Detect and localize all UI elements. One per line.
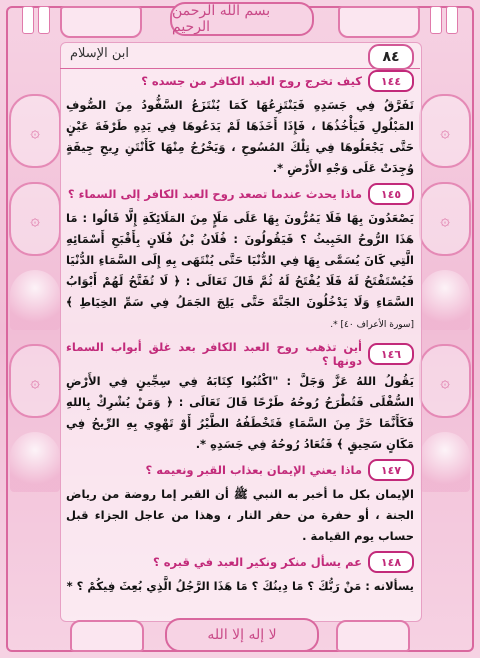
answer-text: تَفَرَّقُ فِي جَسَدِهِ فَيَنْتَزِعُهَا كَمَا يُنْتَزَعُ السَّفُّودُ مِنَ الصُّوفِ المَبْلُولِ فَيَأْخُذُهَا ، فَإِذَا أَخَذَهَا لَمْ يَدَعُوهَا فِي يَدِهِ طَرْفَةَ عَيْنٍ حَتَّى يَجْعَلُوهَا فِي تِلْكَ المُسُوحِ ، وَيَخْرُجُ مِنْهَا كَأَنْتَنِ رِيحِ جِيفَةٍ وُجِدَتْ عَلَى وَجْهِ الأَرْضِ *. [66,98,414,175]
mosque-dome-icon [10,270,60,330]
answer-text: يسألانه : مَنْ رَبُّكَ ؟ مَا دِينُكَ ؟ مَا هَذَا الرَّجُلُ الَّذِي بُعِثَ فِيكُمْ ؟ * [66,579,414,593]
question [66,183,414,205]
shahada-cartouche: لا إله إلا الله [165,618,319,652]
question-text: عم يسأل منكر ونكير العبد في قبره ؟ [153,555,362,569]
qa-item [66,183,414,336]
page-header [60,42,420,68]
question-text: أين تذهب روح العبد الكافر بعد غلق أبواب السماء دونها ؟ [66,340,362,368]
question-number: ١٤٦ [368,343,414,365]
question-text: كيف تخرج روح العبد الكافر من جسده ؟ [141,74,362,88]
question [66,459,414,481]
open-book-icon [336,620,410,652]
right-decoration [418,80,472,600]
qa-item [66,551,414,597]
calligraphy-medallion: ۞ [9,182,61,256]
calligraphy-medallion: ۞ [9,344,61,418]
question [66,70,414,92]
open-book-icon [338,6,420,38]
open-book-icon [70,620,144,652]
question-number: ١٤٤ [368,70,414,92]
answer [66,208,414,336]
question-number: ١٤٥ [368,183,414,205]
question-number: ١٤٧ [368,459,414,481]
calligraphy-medallion: ۞ [419,94,471,168]
mosque-dome-icon [10,432,60,492]
calligraphy-medallion: ۞ [419,344,471,418]
calligraphy-medallion: ۞ [419,182,471,256]
candle-icon [430,6,442,34]
page-number: ٨٤ [368,44,414,70]
qa-item [66,340,414,455]
qa-item [66,459,414,547]
left-decoration [8,80,62,600]
question-text: ماذا يعني الإيمان بعذاب القبر ونعيمه ؟ [145,463,362,477]
question [66,340,414,368]
qa-item [66,70,414,179]
open-book-icon [60,6,142,38]
kaaba-icon [420,270,470,330]
question [66,551,414,573]
question-number: ١٤٨ [368,551,414,573]
bottom-banner [0,618,480,658]
top-banner [0,0,480,38]
header-divider [60,68,420,69]
book-title: ابن الإسلام [70,46,129,61]
answer-text: يَصْعَدُونَ بِهَا فَلَا يَمُرُّونَ بِهَا عَلَى مَلَإٍ مِنَ المَلَائِكَةِ إِلَّا قَالُوا : مَا هَذَا الرُّوحُ الخَبِيثُ ؟ فَيَقُولُونَ : فُلَانُ بْنُ فُلَانٍ بِأَقْبَحِ أَسْمَائِهِ الَّتِي كَانَ يُسَمَّى بِهَا فِي الدُّنْيَا حَتَّى يُنْتَهَى بِهِ إِلَى السَّمَاءِ الدُّنْيَا فَيُسْتَفْتَحُ لَهُ فَلَا يُفْتَحُ لَهُ ثُمَّ قَالَ تَعَالَى : ﴿ لَا تُفَتَّحُ لَهُمْ أَبْوَابُ السَّمَاءِ وَلَا يَدْخُلُونَ الجَنَّةَ حَتَّى يَلِجَ الجَمَلُ فِي سَمِّ الخِيَاطِ ﴾ [66,211,414,309]
answer-text: الإيمان بكل ما أخبر به النبي ﷺ أن القبر إما روضة من رياض الجنة ، أو حفرة من حفر النار ، وهذا من عاجل الجزاء قبل حساب يوم القيامة . [66,487,414,543]
candle-icon [446,6,458,34]
candle-icon [38,6,50,34]
basmala-cartouche: بسم الله الرحمن الرحيم [170,2,314,36]
mosque-dome-icon [420,432,470,492]
question-text: ماذا يحدث عندما تصعد روح العبد الكافر إلى السماء ؟ [67,187,362,201]
answer-text: يَقُولُ اللهُ عَزَّ وَجَلَّ : "اكْتُبُوا كِتَابَهُ فِي سِجِّينٍ فِي الأَرْضِ السُّفْلَى فَتُطْرَحُ رُوحُهُ طَرْحًا قَالَ تَعَالَى : ﴿ وَمَنْ يُشْرِكْ بِاللهِ فَكَأَنَّمَا خَرَّ مِنَ السَّمَاءِ فَتَخْطَفُهُ الطَّيْرُ أَوْ تَهْوِي بِهِ الرِّيحُ فِي مَكَانٍ سَحِيقٍ ﴾ فَتُعَادُ رُوحُهُ فِي جَسَدِهِ *. [66,374,414,451]
quran-reference: [سورة الأعراف ٤٠] *. [330,320,414,330]
candle-icon [22,6,34,34]
calligraphy-medallion: ۞ [9,94,61,168]
questions-list [66,70,414,601]
